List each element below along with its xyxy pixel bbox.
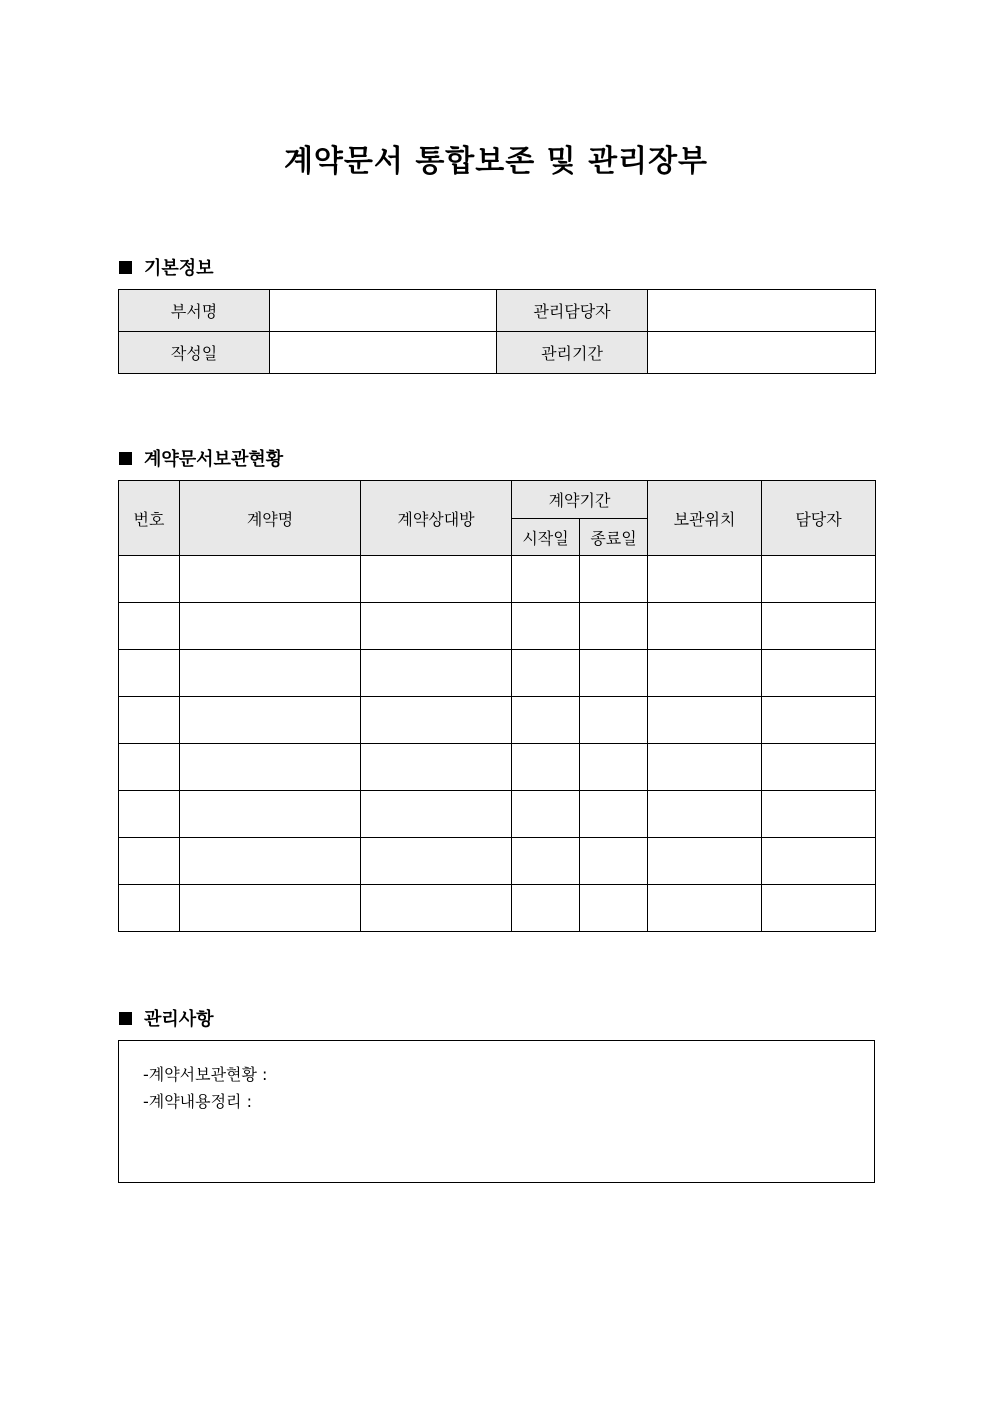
table-cell[interactable] — [762, 556, 876, 603]
table-cell[interactable] — [580, 650, 648, 697]
square-bullet-icon — [119, 1012, 132, 1025]
contract-status-table — [118, 480, 876, 932]
table-row — [119, 697, 876, 744]
table-cell[interactable] — [180, 838, 361, 885]
table-cell[interactable] — [119, 744, 180, 791]
table-cell[interactable] — [580, 838, 648, 885]
table-row — [119, 556, 876, 603]
notes-line-contract-summary: -계약내용정리 : — [143, 1092, 252, 1111]
management-notes-box[interactable] — [118, 1040, 875, 1183]
table-cell[interactable] — [180, 697, 361, 744]
table-cell[interactable] — [512, 650, 580, 697]
col-header-end-date: 종료일 — [580, 519, 648, 556]
table-cell[interactable] — [361, 838, 512, 885]
table-cell[interactable] — [580, 885, 648, 932]
table-cell[interactable] — [648, 556, 762, 603]
table-cell[interactable] — [119, 650, 180, 697]
table-cell[interactable] — [648, 744, 762, 791]
table-cell[interactable] — [119, 838, 180, 885]
table-row — [119, 603, 876, 650]
section-heading-label: 관리사항 — [144, 1009, 214, 1030]
table-cell[interactable] — [361, 791, 512, 838]
table-cell[interactable] — [119, 885, 180, 932]
table-cell[interactable] — [580, 744, 648, 791]
table-cell[interactable] — [762, 650, 876, 697]
manager-label: 관리담당자 — [497, 290, 648, 332]
section-heading-contract-status — [119, 445, 283, 471]
table-cell[interactable] — [648, 791, 762, 838]
table-cell[interactable] — [762, 603, 876, 650]
table-cell[interactable] — [648, 603, 762, 650]
section-heading-label: 계약문서보관현황 — [144, 449, 284, 470]
table-cell[interactable] — [119, 556, 180, 603]
table-cell[interactable] — [648, 697, 762, 744]
table-row — [119, 650, 876, 697]
col-header-no: 번호 — [119, 481, 180, 556]
table-cell[interactable] — [361, 885, 512, 932]
date-field[interactable] — [270, 332, 497, 374]
col-header-contract-name: 계약명 — [180, 481, 361, 556]
notes-line-storage-status: -계약서보관현황 : — [143, 1065, 268, 1084]
period-field[interactable] — [648, 332, 876, 374]
dept-field[interactable] — [270, 290, 497, 332]
table-cell[interactable] — [762, 838, 876, 885]
dept-label: 부서명 — [119, 290, 270, 332]
table-cell[interactable] — [762, 697, 876, 744]
date-label: 작성일 — [119, 332, 270, 374]
section-heading-basic-info — [119, 254, 214, 280]
table-cell[interactable] — [119, 603, 180, 650]
section-heading-label: 기본정보 — [144, 258, 214, 279]
col-header-start-date: 시작일 — [512, 519, 580, 556]
period-label: 관리기간 — [497, 332, 648, 374]
table-cell[interactable] — [512, 838, 580, 885]
document-title: 계약문서 통합보존 및 관리장부 — [283, 144, 709, 179]
table-cell[interactable] — [762, 791, 876, 838]
table-cell[interactable] — [580, 556, 648, 603]
table-cell[interactable] — [512, 885, 580, 932]
table-cell[interactable] — [180, 603, 361, 650]
basic-info-table — [118, 289, 876, 374]
table-cell[interactable] — [180, 556, 361, 603]
col-header-storage-location: 보관위치 — [648, 481, 762, 556]
section-heading-management — [119, 1005, 214, 1031]
square-bullet-icon — [119, 261, 132, 274]
table-row — [119, 791, 876, 838]
table-cell[interactable] — [762, 885, 876, 932]
table-cell[interactable] — [762, 744, 876, 791]
table-row — [119, 885, 876, 932]
table-cell[interactable] — [648, 838, 762, 885]
table-cell[interactable] — [512, 556, 580, 603]
table-cell[interactable] — [361, 650, 512, 697]
table-cell[interactable] — [512, 603, 580, 650]
table-cell[interactable] — [119, 697, 180, 744]
table-cell[interactable] — [180, 744, 361, 791]
table-row — [119, 744, 876, 791]
table-cell[interactable] — [512, 697, 580, 744]
table-cell[interactable] — [648, 885, 762, 932]
table-cell[interactable] — [580, 791, 648, 838]
table-cell[interactable] — [648, 650, 762, 697]
table-cell[interactable] — [580, 603, 648, 650]
col-header-counterparty: 계약상대방 — [361, 481, 512, 556]
table-cell[interactable] — [361, 603, 512, 650]
table-cell[interactable] — [512, 744, 580, 791]
col-header-person-in-charge: 담당자 — [762, 481, 876, 556]
table-cell[interactable] — [180, 650, 361, 697]
table-cell[interactable] — [361, 697, 512, 744]
table-cell[interactable] — [180, 885, 361, 932]
table-cell[interactable] — [119, 791, 180, 838]
table-cell[interactable] — [361, 556, 512, 603]
table-cell[interactable] — [512, 791, 580, 838]
table-cell[interactable] — [180, 791, 361, 838]
table-cell[interactable] — [361, 744, 512, 791]
manager-field[interactable] — [648, 290, 876, 332]
square-bullet-icon — [119, 452, 132, 465]
table-row — [119, 838, 876, 885]
col-header-contract-period: 계약기간 — [512, 481, 648, 519]
table-cell[interactable] — [580, 697, 648, 744]
